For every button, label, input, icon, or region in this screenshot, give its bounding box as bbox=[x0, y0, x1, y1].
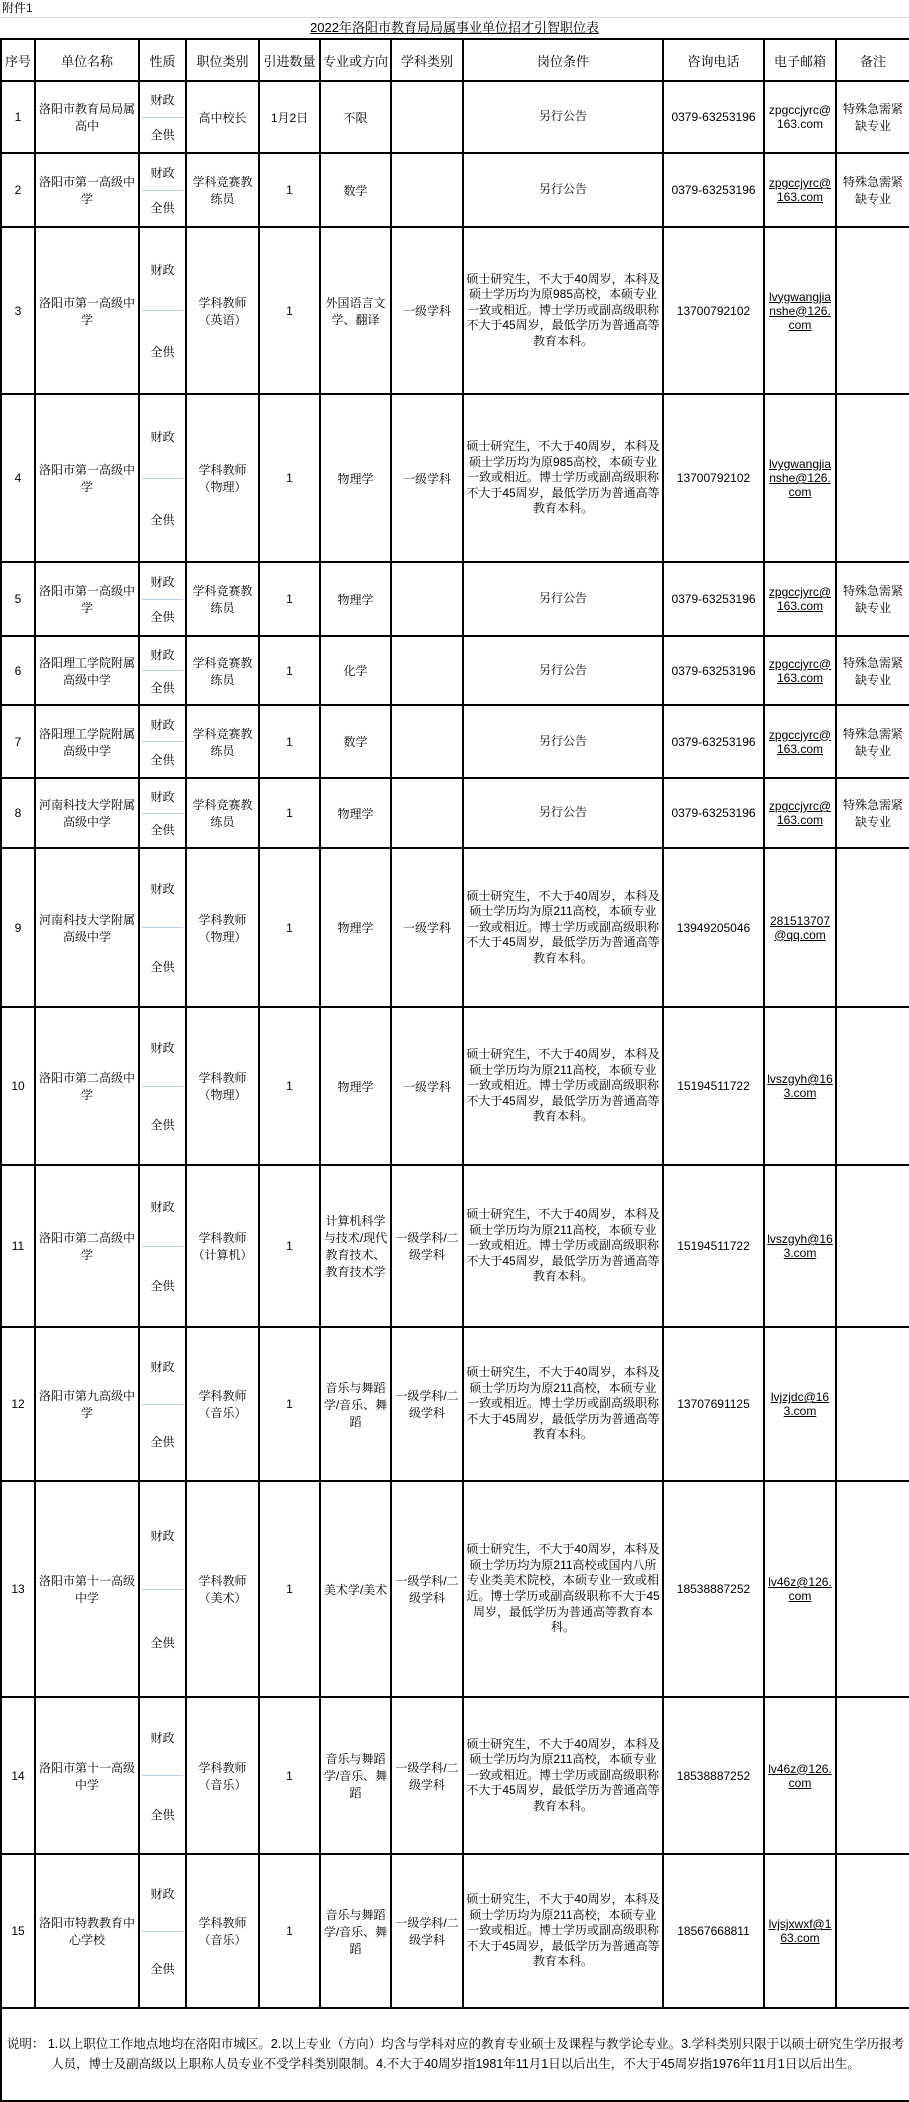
column-header: 咨询电话 bbox=[663, 39, 764, 81]
nature-top: 财政 bbox=[142, 1009, 183, 1087]
cell-email bbox=[764, 848, 836, 1007]
nature-bottom: 全供 bbox=[150, 127, 175, 142]
cell-major: 计算机科学与技术/现代教育技术、教育技术学 bbox=[320, 1165, 391, 1327]
nature-top: 财政 bbox=[142, 229, 183, 311]
nature-split bbox=[142, 1483, 183, 1695]
cell-email bbox=[764, 1007, 836, 1165]
nature-bottom: 全供 bbox=[150, 752, 175, 767]
nature-bottom: 全供 bbox=[150, 1962, 175, 1977]
cell-requirement: 另行公告 bbox=[463, 705, 663, 778]
nature-top: 财政 bbox=[142, 780, 183, 814]
column-header: 序号 bbox=[1, 39, 35, 81]
cell-email bbox=[764, 227, 836, 394]
cell-phone: 13700792102 bbox=[663, 394, 764, 562]
page-title bbox=[0, 18, 909, 38]
cell-major: 物理学 bbox=[320, 848, 391, 1007]
nature-top: 财政 bbox=[142, 83, 183, 118]
cell-nature bbox=[139, 562, 186, 636]
cell-discipline: 一级学科/二级学科 bbox=[391, 1854, 463, 2008]
cell-nature bbox=[139, 1165, 186, 1327]
cell-position-type: 学科竞赛教练员 bbox=[186, 153, 259, 227]
table-header-row bbox=[1, 39, 909, 81]
cell-discipline: 一级学科/二级学科 bbox=[391, 1327, 463, 1481]
cell-unit-name: 洛阳市第十一高级中学 bbox=[35, 1697, 139, 1854]
cell-note: 特殊急需紧缺专业 bbox=[836, 153, 909, 227]
cell-discipline bbox=[391, 636, 463, 705]
cell-unit-name: 洛阳市第一高级中学 bbox=[35, 153, 139, 227]
cell-major: 物理学 bbox=[320, 778, 391, 848]
nature-split bbox=[142, 229, 183, 392]
cell-discipline bbox=[391, 778, 463, 848]
cell-seq: 3 bbox=[1, 227, 35, 394]
cell-count: 1 bbox=[259, 1007, 320, 1165]
cell-count: 1 bbox=[259, 1697, 320, 1854]
nature-bottom: 全供 bbox=[150, 680, 175, 695]
cell-discipline bbox=[391, 705, 463, 778]
cell-requirement: 另行公告 bbox=[463, 778, 663, 848]
cell-seq: 5 bbox=[1, 562, 35, 636]
email-link[interactable]: lvygwangjianshe@126.com bbox=[768, 289, 832, 332]
cell-major: 美术学/美术 bbox=[320, 1481, 391, 1697]
cell-requirement: 硕士研究生，不大于40周岁，本科及硕士学历均为原211高校，本硕专业一致或相近。博士学历或副高级职称不大于45周岁，最低学历为普通高等教育本科。 bbox=[463, 1007, 663, 1165]
header-row bbox=[1, 39, 909, 81]
footnote-row bbox=[1, 2008, 909, 2101]
email-link[interactable]: lvszgyh@163.com bbox=[767, 1232, 833, 1260]
cell-seq: 12 bbox=[1, 1327, 35, 1481]
cell-email bbox=[764, 81, 836, 153]
job-positions-table bbox=[0, 38, 909, 2102]
cell-count: 1 bbox=[259, 778, 320, 848]
cell-unit-name: 洛阳市第一高级中学 bbox=[35, 227, 139, 394]
nature-top: 财政 bbox=[142, 1856, 183, 1932]
cell-note bbox=[836, 1481, 909, 1697]
cell-discipline bbox=[391, 81, 463, 153]
table-row bbox=[1, 1854, 909, 2008]
cell-nature bbox=[139, 81, 186, 153]
cell-discipline: 一级学科/二级学科 bbox=[391, 1697, 463, 1854]
cell-count: 1 bbox=[259, 1854, 320, 2008]
cell-note: 特殊急需紧缺专业 bbox=[836, 778, 909, 848]
column-header: 引进数量 bbox=[259, 39, 320, 81]
cell-note: 特殊急需紧缺专业 bbox=[836, 81, 909, 153]
table-row bbox=[1, 1165, 909, 1327]
nature-top: 财政 bbox=[142, 564, 183, 600]
nature-split bbox=[142, 780, 183, 846]
table-row bbox=[1, 394, 909, 562]
cell-nature bbox=[139, 848, 186, 1007]
cell-major: 数学 bbox=[320, 705, 391, 778]
column-header: 性质 bbox=[139, 39, 186, 81]
cell-major: 音乐与舞蹈学/音乐、舞蹈 bbox=[320, 1854, 391, 2008]
cell-unit-name: 河南科技大学附属高级中学 bbox=[35, 848, 139, 1007]
nature-bottom: 全供 bbox=[150, 201, 175, 216]
table-row bbox=[1, 778, 909, 848]
cell-seq: 14 bbox=[1, 1697, 35, 1854]
cell-email bbox=[764, 1697, 836, 1854]
cell-nature bbox=[139, 1007, 186, 1165]
cell-email bbox=[764, 705, 836, 778]
cell-seq: 6 bbox=[1, 636, 35, 705]
email-link[interactable]: zpgccjyrc@163.com bbox=[768, 727, 832, 756]
nature-split bbox=[142, 1009, 183, 1163]
nature-bottom: 全供 bbox=[150, 823, 175, 838]
cell-count: 1 bbox=[259, 1481, 320, 1697]
table-row bbox=[1, 153, 909, 227]
cell-unit-name: 洛阳市第一高级中学 bbox=[35, 394, 139, 562]
email-link: zpgccjyrc@163.com bbox=[768, 103, 832, 131]
cell-phone: 0379-63253196 bbox=[663, 778, 764, 848]
cell-requirement: 另行公告 bbox=[463, 562, 663, 636]
table-row bbox=[1, 1481, 909, 1697]
nature-top: 财政 bbox=[142, 1699, 183, 1776]
table-row bbox=[1, 1327, 909, 1481]
cell-phone: 0379-63253196 bbox=[663, 81, 764, 153]
cell-requirement: 另行公告 bbox=[463, 636, 663, 705]
cell-phone: 15194511722 bbox=[663, 1165, 764, 1327]
cell-email bbox=[764, 562, 836, 636]
cell-count: 1 bbox=[259, 227, 320, 394]
nature-top: 财政 bbox=[142, 707, 183, 742]
cell-email bbox=[764, 1327, 836, 1481]
cell-position-type: 学科竞赛教练员 bbox=[186, 705, 259, 778]
cell-requirement: 硕士研究生，不大于40周岁，本科及硕士学历均为原211高校，本硕专业一致或相近。博士学历或副高级职称不大于45周岁，最低学历为普通高等教育本科。 bbox=[463, 1854, 663, 2008]
cell-unit-name: 洛阳市第十一高级中学 bbox=[35, 1481, 139, 1697]
cell-unit-name: 洛阳市第二高级中学 bbox=[35, 1165, 139, 1327]
nature-top: 财政 bbox=[142, 1329, 183, 1405]
cell-position-type: 学科教师（音乐） bbox=[186, 1854, 259, 2008]
cell-note: 特殊急需紧缺专业 bbox=[836, 705, 909, 778]
footnote-text: 说明： 1.以上职位工作地点地均在洛阳市城区。2.以上专业（方向）均含与学科对应的教育专业硕士及课程与教学论专业。3.学科类别只限于以硕士研究生学历报考人员，博士及副高级以上职称人员专业不受学科类别限制。4.不大于40周岁指1981年11月1日以后出生，不大于45周岁指1976年11月1日以后出生。 bbox=[1, 2008, 909, 2101]
cell-discipline bbox=[391, 153, 463, 227]
cell-email bbox=[764, 1165, 836, 1327]
cell-requirement: 硕士研究生，不大于40周岁，本科及硕士学历均为原211高校，本硕专业一致或相近。博士学历或副高级职称不大于45周岁，最低学历为普通高等教育本科。 bbox=[463, 1697, 663, 1854]
column-header: 职位类别 bbox=[186, 39, 259, 81]
nature-bottom: 全供 bbox=[150, 610, 175, 625]
cell-position-type: 学科教师（物理） bbox=[186, 394, 259, 562]
cell-count: 1 bbox=[259, 636, 320, 705]
nature-bottom: 全供 bbox=[150, 1635, 175, 1650]
cell-major: 化学 bbox=[320, 636, 391, 705]
cell-phone: 0379-63253196 bbox=[663, 636, 764, 705]
cell-phone: 18538887252 bbox=[663, 1481, 764, 1697]
cell-seq: 11 bbox=[1, 1165, 35, 1327]
cell-position-type: 学科教师（音乐） bbox=[186, 1327, 259, 1481]
column-header: 备注 bbox=[836, 39, 909, 81]
table-row bbox=[1, 705, 909, 778]
cell-seq: 10 bbox=[1, 1007, 35, 1165]
column-header: 电子邮箱 bbox=[764, 39, 836, 81]
table-row bbox=[1, 1697, 909, 1854]
nature-split bbox=[142, 1329, 183, 1479]
cell-note bbox=[836, 394, 909, 562]
cell-seq: 13 bbox=[1, 1481, 35, 1697]
cell-requirement: 硕士研究生，不大于40周岁，本科及硕士学历均为原211高校，本硕专业一致或相近。博士学历或副高级职称不大于45周岁，最低学历为普通高等教育本科。 bbox=[463, 1327, 663, 1481]
cell-position-type: 学科教师（英语） bbox=[186, 227, 259, 394]
cell-unit-name: 洛阳市特教教育中心学校 bbox=[35, 1854, 139, 2008]
cell-count: 1 bbox=[259, 848, 320, 1007]
table-row bbox=[1, 227, 909, 394]
cell-seq: 15 bbox=[1, 1854, 35, 2008]
page-title-text: 2022年洛阳市教育局局属事业单位招才引智职位表 bbox=[310, 20, 599, 35]
nature-bottom: 全供 bbox=[150, 1279, 175, 1294]
cell-nature bbox=[139, 227, 186, 394]
email-link[interactable]: lvygwangjianshe@126.com bbox=[768, 457, 832, 499]
nature-split bbox=[142, 155, 183, 225]
nature-bottom: 全供 bbox=[150, 345, 175, 359]
cell-email bbox=[764, 1854, 836, 2008]
cell-unit-name: 洛阳市第二高级中学 bbox=[35, 1007, 139, 1165]
cell-discipline: 一级学科 bbox=[391, 848, 463, 1007]
email-link[interactable]: lvjzjdc@163.com bbox=[770, 1390, 830, 1418]
cell-count: 1 bbox=[259, 153, 320, 227]
email-link[interactable]: zpgccjyrc@163.com bbox=[768, 176, 832, 204]
cell-note bbox=[836, 848, 909, 1007]
cell-discipline: 一级学科/二级学科 bbox=[391, 1481, 463, 1697]
cell-seq: 9 bbox=[1, 848, 35, 1007]
cell-position-type: 高中校长 bbox=[186, 81, 259, 153]
column-header: 专业或方向 bbox=[320, 39, 391, 81]
cell-major: 数学 bbox=[320, 153, 391, 227]
cell-note bbox=[836, 1007, 909, 1165]
cell-count: 1 bbox=[259, 1165, 320, 1327]
cell-count: 1 bbox=[259, 562, 320, 636]
cell-phone: 13949205046 bbox=[663, 848, 764, 1007]
cell-requirement: 硕士研究生，不大于40周岁，本科及硕士学历均为原211高校或国内八所专业类美术院校，本硕专业一致或相近。博士学历或副高级职称不大于45周岁，最低学历为普通高等教育本科。 bbox=[463, 1481, 663, 1697]
cell-discipline: 一级学科/二级学科 bbox=[391, 1165, 463, 1327]
cell-requirement: 另行公告 bbox=[463, 153, 663, 227]
cell-phone: 18538887252 bbox=[663, 1697, 764, 1854]
cell-phone: 13707691125 bbox=[663, 1327, 764, 1481]
nature-bottom: 全供 bbox=[150, 1118, 175, 1133]
cell-email bbox=[764, 153, 836, 227]
email-link[interactable]: lv46z@126.com bbox=[768, 1575, 832, 1603]
cell-count: 1 bbox=[259, 705, 320, 778]
nature-top: 财政 bbox=[142, 1167, 183, 1247]
table-row bbox=[1, 636, 909, 705]
cell-note bbox=[836, 1327, 909, 1481]
cell-count: 1 bbox=[259, 394, 320, 562]
cell-phone: 18567668811 bbox=[663, 1854, 764, 2008]
cell-email bbox=[764, 778, 836, 848]
cell-requirement: 硕士研究生，不大于40周岁，本科及硕士学历均为原985高校，本硕专业一致或相近。博士学历或副高级职称不大于45周岁，最低学历为普通高等教育本科。 bbox=[463, 394, 663, 562]
nature-split bbox=[142, 1856, 183, 2006]
cell-major: 物理学 bbox=[320, 1007, 391, 1165]
cell-position-type: 学科竞赛教练员 bbox=[186, 778, 259, 848]
cell-unit-name: 洛阳市第九高级中学 bbox=[35, 1327, 139, 1481]
cell-position-type: 学科教师（物理） bbox=[186, 848, 259, 1007]
cell-phone: 0379-63253196 bbox=[663, 562, 764, 636]
cell-major: 音乐与舞蹈学/音乐、舞蹈 bbox=[320, 1697, 391, 1854]
nature-split bbox=[142, 1167, 183, 1325]
cell-position-type: 学科教师（计算机） bbox=[186, 1165, 259, 1327]
column-header: 学科类别 bbox=[391, 39, 463, 81]
cell-note bbox=[836, 227, 909, 394]
table-row bbox=[1, 1007, 909, 1165]
cell-discipline: 一级学科 bbox=[391, 394, 463, 562]
cell-major: 外国语言文学、翻译 bbox=[320, 227, 391, 394]
cell-note: 特殊急需紧缺专业 bbox=[836, 562, 909, 636]
cell-requirement: 硕士研究生，不大于40周岁，本科及硕士学历均为原211高校，本硕专业一致或相近。博士学历或副高级职称不大于45周岁，最低学历为普通高等教育本科。 bbox=[463, 848, 663, 1007]
nature-top: 财政 bbox=[142, 155, 183, 191]
cell-position-type: 学科教师（美术） bbox=[186, 1481, 259, 1697]
nature-split bbox=[142, 707, 183, 776]
nature-bottom: 全供 bbox=[150, 1807, 175, 1822]
cell-position-type: 学科教师（物理） bbox=[186, 1007, 259, 1165]
cell-requirement: 硕士研究生，不大于40周岁，本科及硕士学历均为原211高校，本硕专业一致或相近。博士学历或副高级职称不大于45周岁，最低学历为普通高等教育本科。 bbox=[463, 1165, 663, 1327]
cell-count: 1 bbox=[259, 1327, 320, 1481]
nature-top: 财政 bbox=[142, 850, 183, 928]
cell-email bbox=[764, 1481, 836, 1697]
cell-discipline: 一级学科 bbox=[391, 1007, 463, 1165]
cell-note bbox=[836, 1165, 909, 1327]
cell-note bbox=[836, 1854, 909, 2008]
cell-seq: 2 bbox=[1, 153, 35, 227]
nature-split bbox=[142, 83, 183, 151]
cell-seq: 7 bbox=[1, 705, 35, 778]
nature-top: 财政 bbox=[142, 638, 183, 671]
cell-position-type: 学科竞赛教练员 bbox=[186, 562, 259, 636]
cell-major: 音乐与舞蹈学/音乐、舞蹈 bbox=[320, 1327, 391, 1481]
cell-nature bbox=[139, 1854, 186, 2008]
email-link[interactable]: lvszgyh@163.com bbox=[767, 1072, 833, 1100]
cell-phone: 15194511722 bbox=[663, 1007, 764, 1165]
table-row bbox=[1, 81, 909, 153]
cell-nature bbox=[139, 1327, 186, 1481]
cell-note: 特殊急需紧缺专业 bbox=[836, 636, 909, 705]
nature-split bbox=[142, 850, 183, 1005]
column-header: 岗位条件 bbox=[463, 39, 663, 81]
table-row bbox=[1, 562, 909, 636]
cell-seq: 1 bbox=[1, 81, 35, 153]
nature-split bbox=[142, 396, 183, 560]
table-row bbox=[1, 848, 909, 1007]
cell-nature bbox=[139, 778, 186, 848]
cell-count: 1月2日 bbox=[259, 81, 320, 153]
cell-unit-name: 河南科技大学附属高级中学 bbox=[35, 778, 139, 848]
nature-split bbox=[142, 564, 183, 634]
cell-requirement: 另行公告 bbox=[463, 81, 663, 153]
cell-position-type: 学科教师（音乐） bbox=[186, 1697, 259, 1854]
cell-unit-name: 洛阳理工学院附属高级中学 bbox=[35, 636, 139, 705]
cell-phone: 13700792102 bbox=[663, 227, 764, 394]
cell-major: 物理学 bbox=[320, 394, 391, 562]
table-body bbox=[1, 81, 909, 2101]
cell-unit-name: 洛阳市第一高级中学 bbox=[35, 562, 139, 636]
cell-seq: 8 bbox=[1, 778, 35, 848]
cell-email bbox=[764, 394, 836, 562]
nature-top: 财政 bbox=[142, 1483, 183, 1590]
nature-bottom: 全供 bbox=[150, 960, 175, 974]
column-header: 单位名称 bbox=[35, 39, 139, 81]
nature-split bbox=[142, 1699, 183, 1852]
nature-bottom: 全供 bbox=[150, 512, 175, 527]
email-link[interactable]: zpgccjyrc@163.com bbox=[768, 799, 832, 827]
cell-requirement: 硕士研究生，不大于40周岁，本科及硕士学历均为原985高校，本硕专业一致或相近。博士学历或副高级职称不大于45周岁，最低学历为普通高等教育本科。 bbox=[463, 227, 663, 394]
cell-major: 不限 bbox=[320, 81, 391, 153]
cell-seq: 4 bbox=[1, 394, 35, 562]
cell-position-type: 学科竞赛教练员 bbox=[186, 636, 259, 705]
cell-discipline bbox=[391, 562, 463, 636]
cell-discipline: 一级学科 bbox=[391, 227, 463, 394]
cell-nature bbox=[139, 705, 186, 778]
cell-nature bbox=[139, 394, 186, 562]
nature-bottom: 全供 bbox=[150, 1435, 175, 1450]
cell-note bbox=[836, 1697, 909, 1854]
cell-nature bbox=[139, 636, 186, 705]
cell-unit-name: 洛阳理工学院附属高级中学 bbox=[35, 705, 139, 778]
cell-phone: 0379-63253196 bbox=[663, 153, 764, 227]
cell-nature bbox=[139, 153, 186, 227]
cell-phone: 0379-63253196 bbox=[663, 705, 764, 778]
email-link[interactable]: zpgccjyrc@163.com bbox=[768, 656, 832, 685]
nature-top: 财政 bbox=[142, 396, 183, 479]
cell-nature bbox=[139, 1481, 186, 1697]
email-link[interactable]: lvjsjxwxf@163.com bbox=[768, 1917, 832, 1945]
cell-unit-name: 洛阳市教育局局属高中 bbox=[35, 81, 139, 153]
cell-major: 物理学 bbox=[320, 562, 391, 636]
attachment-label: 附件1 bbox=[0, 0, 909, 18]
email-link[interactable]: 281513707@qq.com bbox=[769, 913, 831, 942]
email-link[interactable]: zpgccjyrc@163.com bbox=[768, 585, 832, 613]
cell-nature bbox=[139, 1697, 186, 1854]
nature-split bbox=[142, 638, 183, 703]
email-link[interactable]: lv46z@126.com bbox=[768, 1761, 832, 1790]
cell-email bbox=[764, 636, 836, 705]
